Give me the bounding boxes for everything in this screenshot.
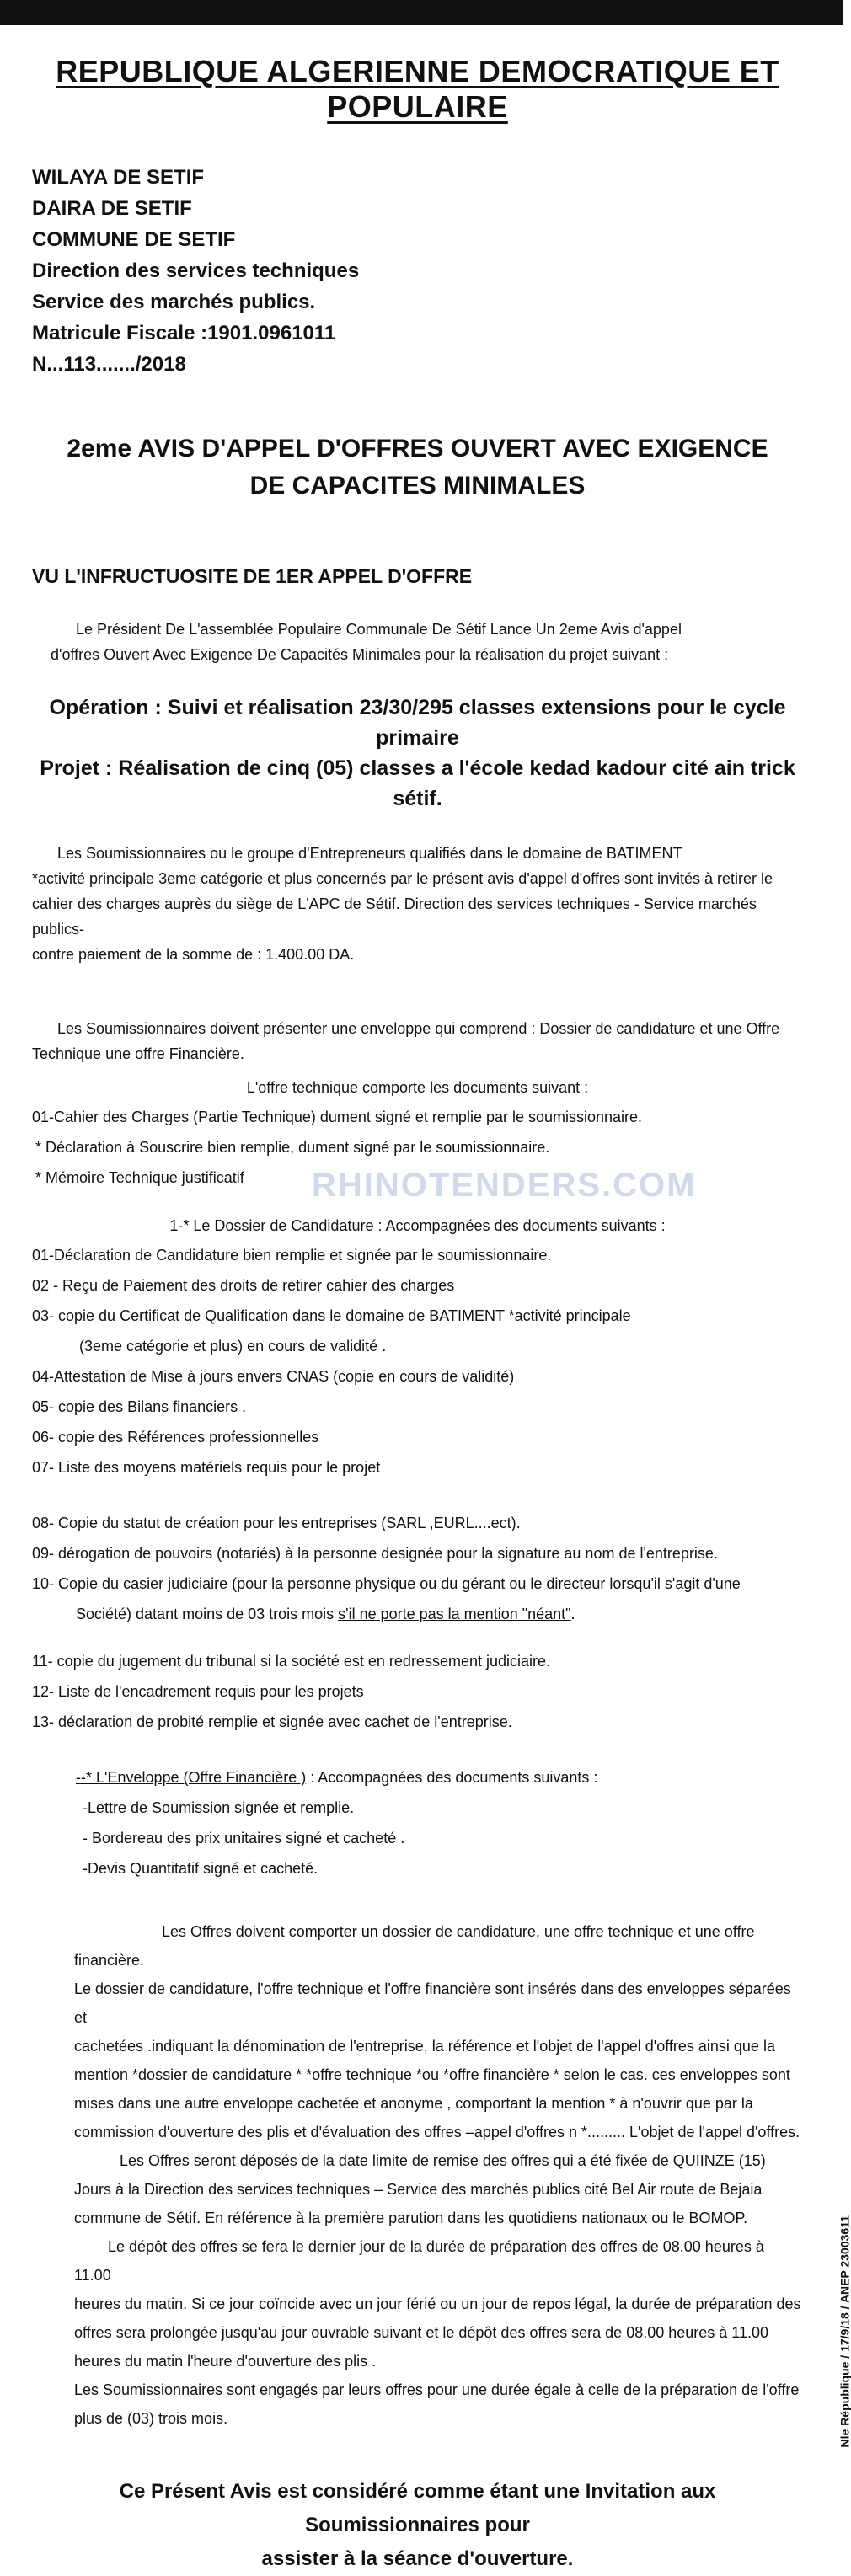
invitation-line: assister à la séance d'ouverture.: [261, 2547, 574, 2570]
enveloppe-paragraph: [32, 1016, 803, 1066]
list-item: 08- Copie du statut de création pour les entreprises (SARL ,EURL....ect).: [32, 1515, 521, 1531]
paragraph-line: mention *dossier de candidature * *offre technique *ou *offre financière * selon le cas. ces enveloppes sont: [74, 2066, 790, 2083]
header-line: DAIRA DE SETIF: [32, 197, 192, 220]
paragraph-line: cachetées .indiquant la dénomination de l'entreprise, la référence et l'objet de l'appel d'offres ainsi que la: [74, 2038, 775, 2055]
top-border-bar: [0, 0, 843, 25]
dossier-list-2: [32, 1508, 803, 1629]
list-item: 01-Cahier des Charges (Partie Technique) dument signé et remplie par le soumissionnaire.: [32, 1109, 643, 1125]
soumissionnaires-paragraph: [32, 841, 803, 967]
text-span: .: [570, 1606, 575, 1622]
paragraph-line: Les Offres seront déposés de la date limite de remise des offres qui a été fixée de QUIINZE (15): [120, 2152, 766, 2169]
page-title: REPUBLIQUE ALGERIENNE DEMOCRATIQUE ET POPULAIRE: [56, 54, 779, 124]
intro-paragraph: [51, 617, 803, 667]
dossier-list-3: [32, 1646, 803, 1737]
watermark: RHINOTENDERS.COM: [312, 1167, 697, 1204]
paragraph-line: offres sera prolongée jusqu'au jour ouvrable suivant et le dépôt des offres sera de 08.00 heures à 11.00: [74, 2324, 768, 2341]
list-item: 07- Liste des moyens matériels requis pour le projet: [32, 1459, 381, 1476]
paragraph-line: plus de (03) trois mois.: [74, 2410, 228, 2427]
header-line: COMMUNE DE SETIF: [32, 228, 236, 251]
text-span: : Accompagnées des documents suivants :: [306, 1769, 598, 1786]
list-item: * Déclaration à Souscrire bien remplie, dument signé par le soumissionnaire.: [35, 1139, 550, 1156]
paragraph-line: Le dépôt des offres se fera le dernier jour de la durée de préparation des offres de 08.00 heures à 11.00: [74, 2238, 764, 2284]
invitation-statement: [32, 2475, 803, 2576]
intro-line: Le Président De L'assemblée Populaire Communale De Sétif Lance Un 2eme Avis d'appel: [76, 621, 682, 638]
paragraph-line: Les Offres doivent comporter un dossier de candidature, une offre technique et une offre financière.: [74, 1923, 755, 1969]
operation-line: Opération : Suivi et réalisation 23/30/295 classes extensions pour le cycle primaire: [49, 696, 786, 750]
header-line: Matricule Fiscale :1901.0961011: [32, 322, 336, 345]
offre-technique-title: L'offre technique comporte les documents suivant :: [246, 1079, 589, 1096]
list-item: * Mémoire Technique justificatif: [35, 1169, 244, 1186]
offre-technique-list: [32, 1102, 803, 1193]
list-item: -Devis Quantitatif signé et cacheté.: [83, 1860, 318, 1877]
projet-line: Projet : Réalisation de cinq (05) classes a l'école kedad kadour cité ain trick sétif.: [40, 756, 795, 810]
enveloppe-title: [76, 1762, 803, 1793]
avis-title: [32, 430, 803, 505]
text-span: Société) datant moins de 03 trois mois: [76, 1606, 339, 1622]
body-paragraph: [74, 1917, 803, 2433]
header-line: Direction des services techniques: [32, 259, 360, 282]
paragraph-line: commune de Sétif. En référence à la première parution dans les quotidiens nationaux ou le BOMOP.: [74, 2210, 748, 2226]
list-item: 03- copie du Certificat de Qualification dans le domaine de BATIMENT *activité principale: [32, 1307, 631, 1324]
paragraph-line: Le dossier de candidature, l'offre technique et l'offre financière sont insérés dans des enveloppes séparées et: [74, 1980, 791, 2026]
notice-page: [32, 42, 803, 2576]
dossier-title: 1-* Le Dossier de Candidature : Accompagnées des documents suivants :: [169, 1217, 666, 1234]
paragraph-line: Les Soumissionnaires sont engagés par leurs offres pour une durée égale à celle de la préparation de l'offre: [74, 2381, 800, 2398]
dossier-list: [32, 1240, 803, 1483]
paragraph-line: Technique une offre Financière.: [32, 1045, 244, 1062]
intro-line: d'offres Ouvert Avec Exigence De Capacités Minimales pour la réalisation du projet suivant :: [51, 646, 669, 663]
list-item: 09- dérogation de pouvoirs (notariés) à la personne designée pour la signature au nom de l'entreprise.: [32, 1545, 718, 1562]
list-item: 11- copie du jugement du tribunal si la société est en redressement judiciaire.: [32, 1653, 551, 1670]
paragraph-line: cahier des charges auprès du siège de L'APC de Sétif. Direction des services techniques - Service marchés publics-: [32, 895, 757, 938]
avis-title-line: DE CAPACITES MINIMALES: [249, 472, 586, 500]
paragraph-line: Jours à la Direction des services techniques – Service des marchés publics cité Bel Air route de Bejaia: [74, 2181, 763, 2198]
enveloppe-financiere: [76, 1762, 803, 1884]
paragraph-line: heures du matin l'heure d'ouverture des plis .: [74, 2353, 377, 2370]
list-item: 01-Déclaration de Candidature bien remplie et signée par le soumissionnaire.: [32, 1247, 552, 1264]
vu-statement: VU L'INFRUCTUOSITE DE 1ER APPEL D'OFFRE: [32, 565, 473, 587]
list-item: [76, 1599, 803, 1629]
list-item: 10- Copie du casier judiciaire (pour la personne physique ou du gérant ou le directeur lorsqu'il s'agit d'une: [32, 1575, 741, 1592]
list-item: - Bordereau des prix unitaires signé et cacheté .: [83, 1830, 405, 1846]
list-item: 12- Liste de l'encadrement requis pour les projets: [32, 1683, 364, 1700]
paragraph-line: Les Soumissionnaires ou le groupe d'Entrepreneurs qualifiés dans le domaine de BATIMENT: [57, 845, 682, 862]
header-line: Service des marchés publics.: [32, 291, 316, 313]
paragraph-line: mises dans une autre enveloppe cachetée et anonyme , comportant la mention * à n'ouvrir que par la: [74, 2095, 753, 2112]
paragraph-line: *activité principale 3eme catégorie et plus concernés par le présent avis d'appel d'offres sont invités à retirer le: [32, 870, 773, 887]
avis-title-line: 2eme AVIS D'APPEL D'OFFRES OUVERT AVEC EXIGENCE: [67, 435, 768, 462]
list-item: 02 - Reçu de Paiement des droits de retirer cahier des charges: [32, 1277, 455, 1294]
operation-block: [32, 692, 803, 814]
header-line: WILAYA DE SETIF: [32, 166, 205, 189]
issuer-header: [32, 162, 803, 380]
list-item: (3eme catégorie et plus) en cours de validité .: [79, 1338, 387, 1355]
paragraph-line: commission d'ouverture des plis et d'évaluation des offres –appel d'offres n *......... L'objet de l'appel d'offres.: [74, 2124, 800, 2140]
list-item: 13- déclaration de probité remplie et signée avec cachet de l'entreprise.: [32, 1713, 512, 1730]
invitation-line: Ce Présent Avis est considéré comme étant une Invitation aux Soumissionnaires pour: [119, 2480, 716, 2536]
list-item: 06- copie des Références professionnelles: [32, 1429, 319, 1446]
list-item: 04-Attestation de Mise à jours envers CNAS (copie en cours de validité): [32, 1368, 515, 1385]
paragraph-line: Les Soumissionnaires doivent présenter une enveloppe qui comprend : Dossier de candidature et une Offre: [57, 1020, 780, 1037]
header-line: N...113......./2018: [32, 353, 186, 376]
underlined-text: s'il ne porte pas la mention "néant": [338, 1606, 571, 1622]
list-item: -Lettre de Soumission signée et remplie.: [83, 1799, 355, 1816]
paragraph-line: contre paiement de la somme de : 1.400.00 DA.: [32, 946, 355, 963]
underlined-text: --* L'Enveloppe (Offre Financière ): [76, 1769, 307, 1786]
list-item: 05- copie des Bilans financiers .: [32, 1398, 247, 1415]
publication-reference: Nle République / 17/9/18 / ANEP 23003611: [838, 2215, 851, 2448]
paragraph-line: heures du matin. Si ce jour coïncide avec un jour férié ou un jour de repos légal, la durée de préparation des: [74, 2295, 801, 2312]
